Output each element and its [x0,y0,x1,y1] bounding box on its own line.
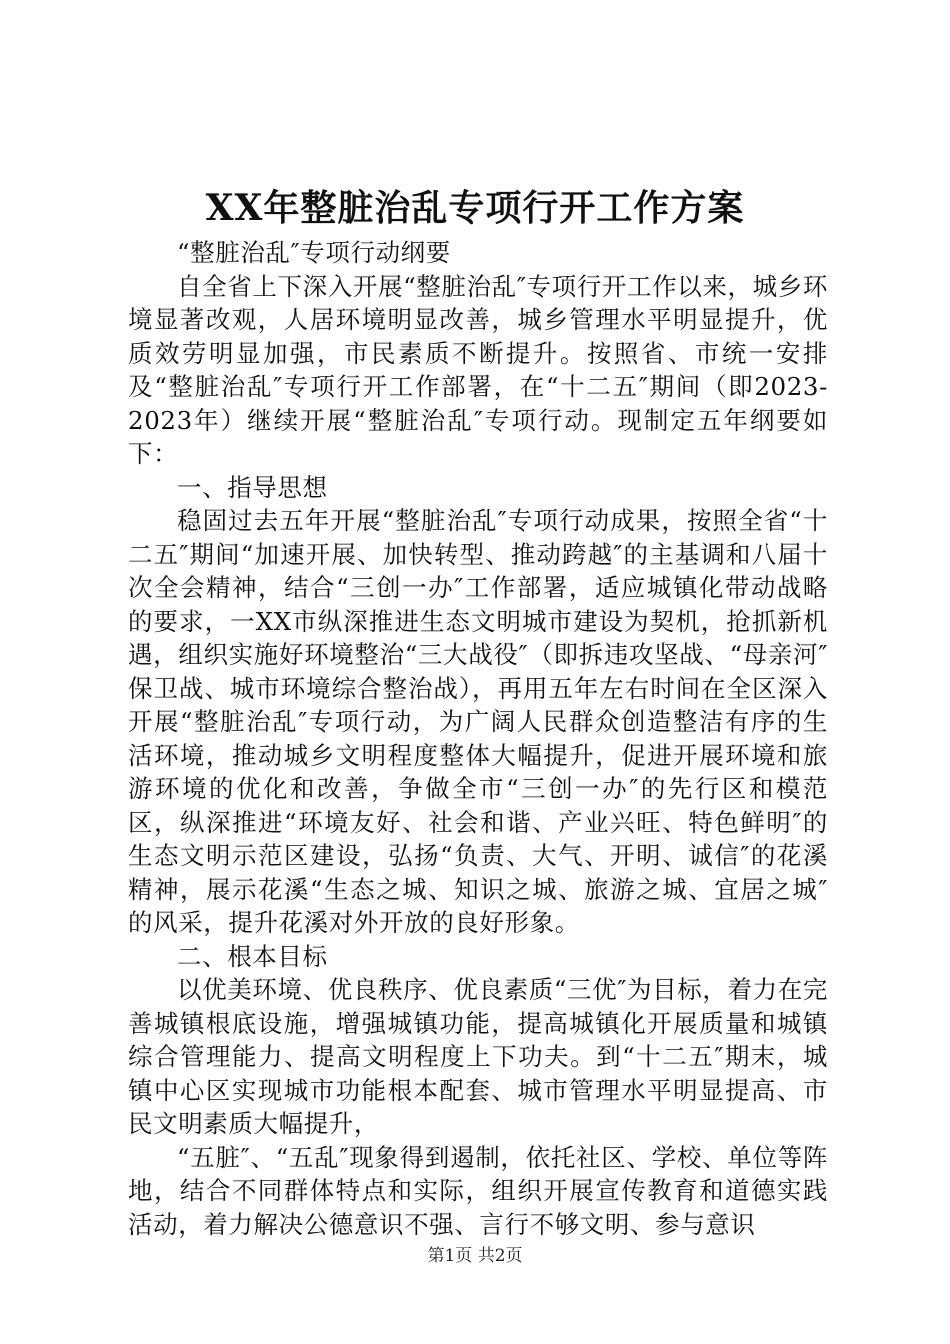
section-heading-basic-goals: 二、根本目标 [177,941,328,971]
page-number-footer: 第1页 共2页 [427,1246,523,1266]
paragraph-subtitle: “整脏治乱″专项行动纲要 [177,238,451,267]
paragraph-five-dirty: “五脏″、“五乱″现象得到遏制，依托社区、学校、单位等阵地，结合不同群体特点和实际，组织开展宣传教育和道德实践活动，着力解决公德意识不强、言行不够文明、参与意识 [128,1142,828,1239]
paragraph-guiding-ideology: 稳固过去五年开展“整脏治乱″专项行动成果，按照全省“十二五″期间“加速开展、加快转型、推动跨越″的主基调和八届十次全会精神，结合“三创一办″工作部署，适应城镇化带动战略的要求，一XX市纵深推进生态文明城市建设为契机，抢抓新机遇，组织实施好环境整治“三大战役″（即拆违攻坚战、“母亲河″保卫战、城市环境综合整治战），再用五年左右时间在全区深入开展“整脏治乱″专项行动，为广阔人民群众创造整洁有序的生活环境，推动城乡文明程度整体大幅提升，促进开展环境和旅游环境的优化和改善，争做全市“三创一办″的先行区和模范区，纵深推进“环境友好、社会和谐、产业兴旺、特色鲜明″的生态文明示范区建设，弘扬“负责、大气、开明、诚信″的花溪精神，展示花溪“生态之城、知识之城、旅游之城、宜居之城″的风采，提升花溪对外开放的良好形象。 [128,506,828,937]
document-body [128,236,828,1241]
paragraph-basic-goals: 以优美环境、优良秩序、优良素质“三优″为目标，着力在完善城镇根底设施，增强城镇功能，提高城镇化开展质量和城镇综合管理能力、提高文明程度上下功夫。到“十二五″期末，城镇中心区实现城市功能根本配套、城市管理水平明显提高、市民文明素质大幅提升， [128,975,828,1138]
paragraph-intro: 自全省上下深入开展“整脏治乱″专项行开工作以来，城乡环境显著改观，人居环境明显改善，城乡管理水平明显提升，优质效劳明显加强，市民素质不断提升。按照省、市统一安排及“整脏治乱″专项行开工作部署，在“十二五″期间（即2023-2023年）继续开展“整脏治乱″专项行动。现制定五年纲要如下： [128,271,828,468]
section-heading-guiding-ideology: 一、指导思想 [177,472,328,502]
document-title: XX年整脏治乱专项行开工作方案 [205,187,745,229]
